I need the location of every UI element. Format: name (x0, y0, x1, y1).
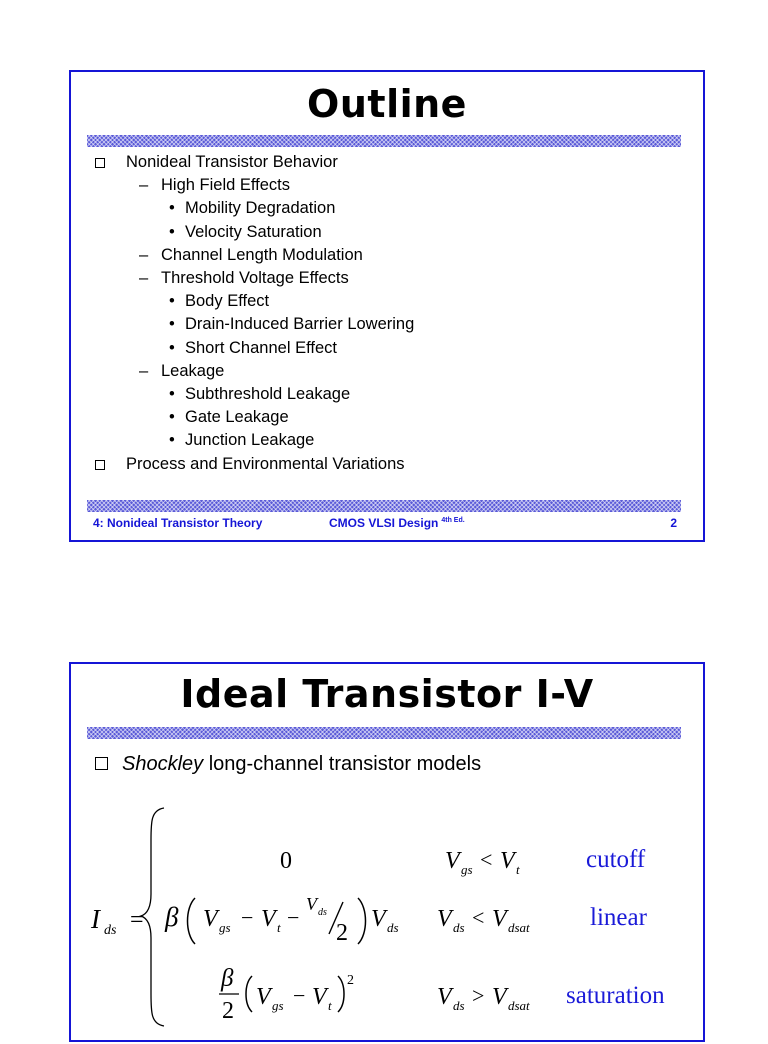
svg-text:t: t (277, 920, 281, 935)
svg-text:V: V (492, 984, 507, 1010)
outline-item-text: Mobility Degradation (185, 199, 336, 218)
svg-text:β: β (165, 902, 179, 932)
outline-item (95, 221, 414, 244)
svg-text:−: − (293, 983, 306, 1008)
svg-text:>: > (472, 983, 485, 1008)
outline-item-text: Velocity Saturation (185, 222, 322, 241)
slide-footer (93, 516, 677, 534)
dash-bullet-icon: – (139, 176, 149, 195)
outline-item (95, 197, 414, 220)
outline-item (95, 244, 414, 267)
bullet-emphasis: Shockley (122, 753, 204, 775)
dash-bullet-icon: – (139, 269, 149, 288)
svg-text:V: V (500, 848, 515, 874)
svg-text:<: < (480, 847, 493, 872)
equation-svg (71, 794, 705, 1044)
outline-item (95, 290, 414, 313)
slide-title: Ideal Transistor I-V (180, 672, 594, 716)
outline-item-text: Body Effect (185, 292, 270, 311)
outline-item-text: Drain-Induced Barrier Lowering (185, 315, 415, 334)
outline-item-text: Junction Leakage (185, 431, 315, 450)
svg-text:gs: gs (219, 920, 231, 935)
svg-text:2: 2 (336, 920, 348, 946)
equals-sign: = (130, 907, 144, 933)
svg-text:−: − (287, 905, 300, 930)
outline-item (95, 267, 414, 290)
svg-text:dsat: dsat (508, 920, 530, 935)
svg-text:<: < (472, 905, 485, 930)
svg-text:V: V (312, 984, 327, 1010)
checkbox-bullet-icon (95, 460, 105, 470)
bullet-item (95, 753, 481, 776)
cutoff-condition (445, 847, 520, 877)
outline-item (95, 406, 414, 429)
outline-item-text: Process and Environmental Variations (126, 454, 405, 473)
slide-outline (69, 70, 705, 542)
outline-item-text: Short Channel Effect (185, 338, 337, 357)
outline-item-text: Threshold Voltage Effects (161, 269, 349, 288)
left-brace-icon (141, 808, 164, 1026)
outline-item (95, 360, 414, 383)
outline-list (95, 151, 414, 476)
svg-text:β: β (221, 965, 234, 992)
linear-condition (437, 905, 530, 935)
footer-page-number: 2 (670, 516, 677, 530)
svg-text:dsat: dsat (508, 998, 530, 1013)
outline-item (95, 151, 414, 174)
linear-region-label: linear (590, 904, 647, 931)
checkbox-bullet-icon (95, 757, 108, 770)
outline-item (95, 453, 414, 476)
linear-expression (164, 894, 399, 946)
dot-bullet-icon: • (169, 431, 175, 450)
dot-bullet-icon: • (169, 408, 175, 427)
dot-bullet-icon: • (169, 292, 175, 311)
lhs-current-subscript: ds (104, 923, 117, 938)
svg-text:ds: ds (453, 920, 465, 935)
footer-chapter: 4: Nonideal Transistor Theory (93, 516, 263, 530)
checkbox-bullet-icon (95, 158, 105, 168)
svg-text:V: V (437, 906, 452, 932)
svg-text:ds: ds (318, 907, 327, 918)
saturation-expression (219, 965, 354, 1024)
dot-bullet-icon: • (169, 338, 175, 357)
svg-text:2: 2 (347, 973, 354, 988)
svg-text:gs: gs (461, 862, 473, 877)
dash-bullet-icon: – (139, 245, 149, 264)
svg-text:2: 2 (222, 998, 234, 1024)
footer-book (329, 516, 465, 530)
svg-text:ds: ds (387, 920, 399, 935)
outline-item-text: Channel Length Modulation (161, 245, 363, 264)
shockley-equation (71, 794, 707, 1044)
outline-item-text: High Field Effects (161, 176, 291, 195)
cutoff-region-label: cutoff (586, 846, 646, 873)
svg-text:V: V (306, 894, 317, 914)
outline-item (95, 429, 414, 452)
slide-title: Outline (307, 82, 467, 126)
footer-book-title: CMOS VLSI Design (329, 516, 439, 530)
lhs-current-symbol: I (91, 904, 100, 934)
title-divider (87, 727, 681, 739)
outline-item (95, 313, 414, 336)
svg-text:t: t (516, 862, 520, 877)
svg-text:ds: ds (453, 998, 465, 1013)
dot-bullet-icon: • (169, 199, 175, 218)
svg-text:gs: gs (272, 998, 284, 1013)
dot-bullet-icon: • (169, 385, 175, 404)
footer-divider (87, 500, 681, 512)
saturation-region-label: saturation (566, 982, 665, 1009)
outline-item-text: Subthreshold Leakage (185, 385, 351, 404)
outline-item-text: Nonideal Transistor Behavior (126, 153, 338, 171)
svg-text:V: V (371, 906, 386, 932)
svg-text:V: V (261, 906, 276, 932)
svg-text:V: V (203, 906, 218, 932)
cutoff-current-value: 0 (280, 848, 292, 874)
svg-text:t: t (328, 998, 332, 1013)
svg-text:V: V (445, 848, 460, 874)
dot-bullet-icon: • (169, 315, 175, 334)
svg-text:−: − (241, 905, 254, 930)
outline-item (95, 337, 414, 360)
outline-item (95, 174, 414, 197)
bullet-text: long-channel transistor models (203, 753, 482, 775)
svg-text:V: V (492, 906, 507, 932)
footer-edition: 4th Ed. (441, 517, 465, 524)
title-divider (87, 135, 681, 147)
saturation-condition (437, 983, 530, 1013)
outline-item-text: Leakage (161, 361, 225, 380)
outline-item (95, 383, 414, 406)
dot-bullet-icon: • (169, 222, 175, 241)
svg-text:V: V (437, 984, 452, 1010)
dash-bullet-icon: – (139, 361, 149, 380)
slide-ideal-iv (69, 662, 705, 1042)
outline-item-text: Gate Leakage (185, 408, 289, 427)
svg-text:V: V (256, 984, 271, 1010)
